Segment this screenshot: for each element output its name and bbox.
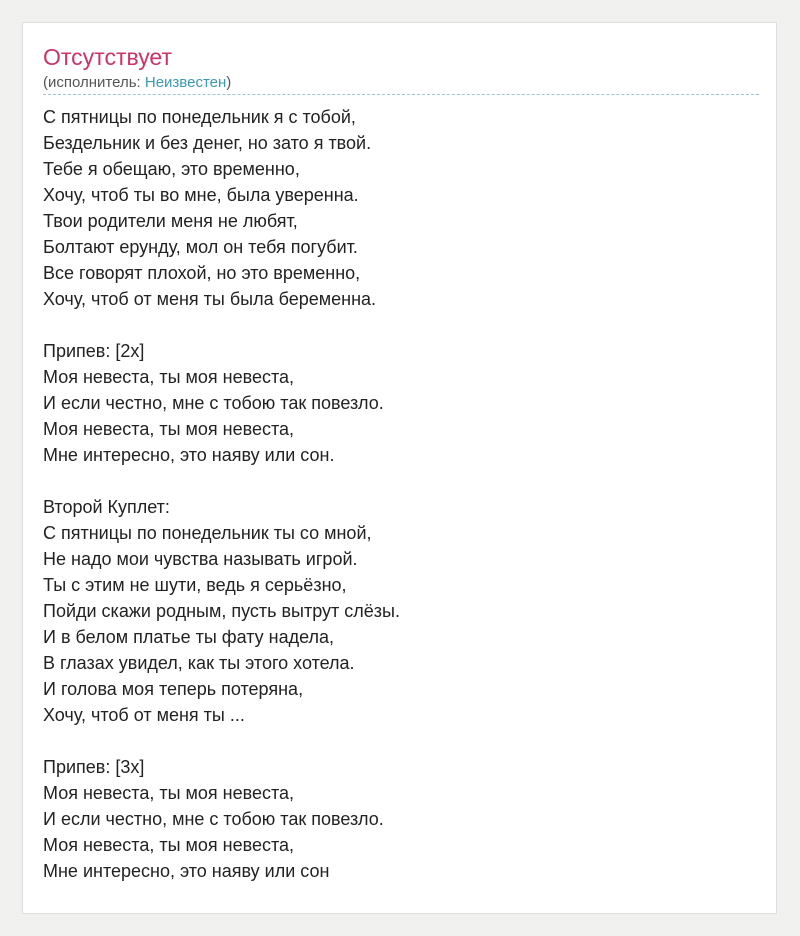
lyric-line: Моя невеста, ты моя невеста, [43, 367, 295, 387]
artist-line [43, 73, 231, 93]
lyric-line: Твои родители меня не любят, [43, 211, 298, 231]
artist-suffix: ) [226, 74, 232, 91]
lyric-line: Пойди скажи родным, пусть вытрут слёзы. [43, 601, 400, 621]
chorus-2 [43, 754, 759, 884]
lyric-line: Бездельник и без денег, но зато я твой. [43, 133, 372, 153]
lyric-line: Второй Куплет: [43, 497, 170, 517]
lyric-line: Моя невеста, ты моя невеста, [43, 783, 295, 803]
lyric-line: Моя невеста, ты моя невеста, [43, 419, 295, 439]
verse-1 [43, 104, 759, 312]
lyric-line: И голова моя теперь потеряна, [43, 679, 304, 699]
title-divider [43, 94, 759, 95]
lyric-line: Тебе я обещаю, это временно, [43, 159, 300, 179]
lyrics-card [22, 22, 777, 914]
artist-link[interactable]: Неизвестен [144, 74, 227, 91]
lyric-line: С пятницы по понедельник я с тобой, [43, 107, 356, 127]
lyric-line: Припев: [3x] [43, 757, 145, 777]
lyric-line: Моя невеста, ты моя невеста, [43, 835, 295, 855]
lyric-line: Хочу, чтоб от меня ты ... [43, 705, 245, 725]
artist-prefix: (исполнитель: [43, 74, 145, 91]
stanza-gap [43, 468, 759, 494]
lyrics-body [43, 104, 759, 884]
lyric-line: Ты с этим не шути, ведь я серьёзно, [43, 575, 347, 595]
lyric-line: Не надо мои чувства называть игрой. [43, 549, 358, 569]
lyric-line: И если честно, мне с тобою так повезло. [43, 393, 384, 413]
lyric-line: Мне интересно, это наяву или сон [43, 861, 330, 881]
lyric-line: И в белом платье ты фату надела, [43, 627, 335, 647]
lyric-line: Хочу, чтоб ты во мне, была уверенна. [43, 185, 359, 205]
lyric-line: С пятницы по понедельник ты со мной, [43, 523, 372, 543]
verse-2 [43, 494, 759, 728]
lyric-line: В глазах увидел, как ты этого хотела. [43, 653, 355, 673]
chorus-1 [43, 338, 759, 468]
lyric-line: Хочу, чтоб от меня ты была беременна. [43, 289, 377, 309]
lyric-line: Мне интересно, это наяву или сон. [43, 445, 335, 465]
lyric-line: И если честно, мне с тобою так повезло. [43, 809, 384, 829]
lyric-line: Припев: [2x] [43, 341, 145, 361]
stanza-gap [43, 728, 759, 754]
lyric-line: Все говорят плохой, но это временно, [43, 263, 361, 283]
lyric-line: Болтают ерунду, мол он тебя погубит. [43, 237, 358, 257]
song-title: Отсутствует [43, 44, 172, 70]
stanza-gap [43, 312, 759, 338]
